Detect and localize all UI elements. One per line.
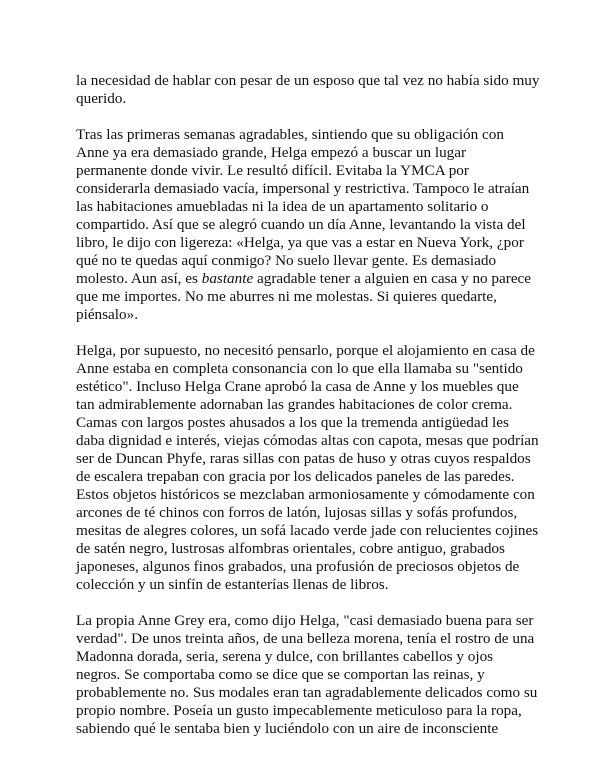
text-line: probablemente no. Sus modales eran tan agradablemente delicados como su <box>76 684 538 701</box>
text-line: considerarla demasiado vacía, impersonal y restrictiva. Tampoco le atraían <box>76 180 530 197</box>
text-line: Anne ya era demasiado grande, Helga empezó a buscar un lugar <box>76 144 467 161</box>
text-run: molesto. Aun así, es <box>76 270 202 287</box>
paragraph-4 <box>76 612 536 738</box>
text-line: propio nombre. Poseía un gusto impecablemente meticuloso para la ropa, <box>76 702 522 719</box>
text-line: japoneses, algunos finos grabados, una profusión de preciosos objetos de <box>76 558 520 575</box>
text-line: libro, le dijo con ligereza: «Helga, ya que vas a estar en Nueva York, ¿por <box>76 234 524 251</box>
text-line: qué no te quedas aquí conmigo? No suelo llevar gente. Es demasiado <box>76 252 497 269</box>
paragraph-2 <box>76 126 536 324</box>
italic-word: bastante <box>201 270 254 287</box>
text-line: tan admirablemente adornaban las grandes habitaciones de color crema. <box>76 396 513 413</box>
text-line: la necesidad de hablar con pesar de un esposo que tal vez no había sido muy <box>76 72 540 89</box>
text-line: daba dignidad e interés, viejas cómodas altas con capota, mesas que podrían <box>76 432 539 449</box>
text-line: compartido. Así que se alegró cuando un día Anne, levantando la vista del <box>76 216 526 233</box>
text-line: de satén negro, lustrosas alfombras orientales, cobre antiguo, grabados <box>76 540 505 557</box>
text-line: colección y un sinfín de estanterías llenas de libros. <box>76 576 389 593</box>
text-line: Anne estaba en completa consonancia con lo que ella llamaba su "sentido <box>76 360 523 377</box>
paragraph-3 <box>76 342 539 594</box>
text-line: querido. <box>76 90 127 107</box>
text-line: estético". Incluso Helga Crane aprobó la casa de Anne y los muebles que <box>76 378 519 395</box>
document-body <box>76 72 540 756</box>
text-line: La propia Anne Grey era, como dijo Helga, "casi demasiado buena para ser <box>76 612 534 629</box>
text-line: Madonna dorada, seria, serena y dulce, con brillantes cabellos y ojos <box>76 648 494 665</box>
text-line: negros. Se comportaba como se dice que se comportan las reinas, y <box>76 666 485 683</box>
text-line: Estos objetos históricos se mezclaban armoniosamente y cómodamente con <box>76 486 535 503</box>
text-run: agradable tener a alguien en casa y no parece <box>253 270 532 287</box>
text-line: las habitaciones amuebladas ni la idea de un apartamento solitario o <box>76 198 489 215</box>
text-line: ser de Duncan Phyfe, raras sillas con patas de huso y otras cuyos respaldos <box>76 450 531 467</box>
text-line: arcones de té chinos con forros de latón, lujosas sillas y sofás profundos, <box>76 504 518 521</box>
paragraph-1 <box>76 72 540 108</box>
text-line <box>76 270 536 288</box>
text-line: Tras las primeras semanas agradables, sintiendo que su obligación con <box>76 126 504 143</box>
text-line: sabiendo qué le sentaba bien y luciéndolo con un aire de inconsciente <box>76 720 499 737</box>
text-line: permanente donde vivir. Le resultó difícil. Evitaba la YMCA por <box>76 162 469 179</box>
text-line: que me importes. No me aburres ni me molestas. Si quieres quedarte, <box>76 288 497 305</box>
text-line: piénsalo». <box>76 306 139 323</box>
text-line: Camas con largos postes ahusados a los que la tremenda antigüedad les <box>76 414 509 431</box>
text-line: de escalera trepaban con gracia por los delicados paneles de las paredes. <box>76 468 515 485</box>
text-line: mesitas de alegres colores, un sofá lacado verde jade con relucientes cojines <box>76 522 539 539</box>
text-line: verdad". De unos treinta años, de una belleza morena, tenía el rostro de una <box>76 630 535 647</box>
text-line: Helga, por supuesto, no necesitó pensarlo, porque el alojamiento en casa de <box>76 342 535 359</box>
